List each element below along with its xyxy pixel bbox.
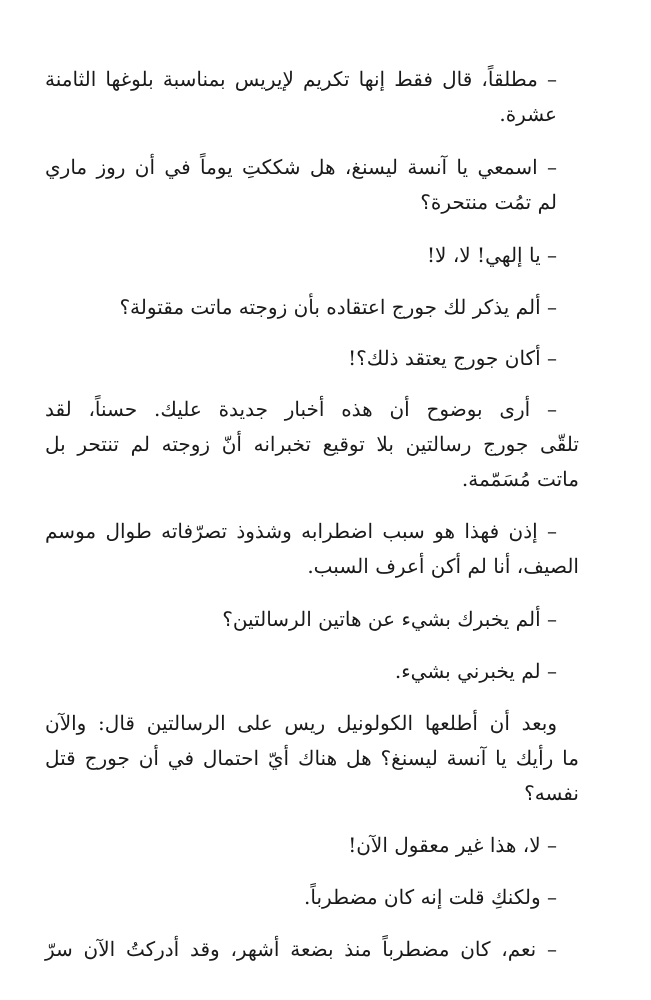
text-line: – أرى بوضوح أن هذه أخبار جديدة عليك. حسناً، لقد: [45, 397, 557, 421]
paragraph-12: [45, 880, 579, 915]
paragraph-8: [45, 602, 579, 637]
paragraph-7: [45, 514, 579, 584]
paragraph-10: [45, 706, 579, 811]
text-line: – أكان جورج يعتقد ذلك؟!: [348, 346, 557, 370]
paragraph-5: [45, 341, 579, 376]
text-line: ماتت مُسَمّمة.: [461, 467, 579, 491]
text-line: لم تمُت منتحرة؟: [420, 190, 557, 214]
text-line: – يا إلهي! لا، لا!: [427, 243, 557, 267]
text-line: وبعد أن أطلعها الكولونيل ريس على الرسالتين قال: والآن: [45, 711, 557, 735]
text-line: – لم يخبرني بشيء.: [394, 659, 557, 683]
text-line: – مطلقاً، قال فقط إنها تكريم لإيريس بمناسبة بلوغها الثامنة: [45, 67, 557, 91]
paragraph-3: [45, 238, 579, 273]
text-line: – ألم يذكر لك جورج اعتقاده بأن زوجته ماتت مقتولة؟: [119, 295, 557, 319]
text-line: عشرة.: [499, 102, 557, 126]
text-line: – إذن فهذا هو سبب اضطرابه وشذوذ تصرّفاته طوال موسم: [45, 519, 557, 543]
paragraph-6: [45, 392, 579, 497]
text-line: ما رأيك يا آنسة ليسنغ؟ هل هناك أيّ احتمال في أن جورج قتل: [45, 746, 579, 770]
paragraph-9: [45, 654, 579, 689]
text-line: الصيف، أنا لم أكن أعرف السبب.: [307, 554, 579, 578]
paragraph-11: [45, 828, 579, 863]
text-line: نفسه؟: [524, 781, 579, 805]
text-line: تلقّى جورج رسالتين بلا توقيع تخبرانه أنّ زوجته لم تنتحر بل: [45, 432, 579, 456]
paragraph-1: [45, 62, 579, 132]
text-line: – اسمعي يا آنسة ليسنغ، هل شككتِ يوماً في أن روز ماري: [45, 155, 557, 179]
paragraph-13: [45, 932, 579, 967]
text-line: – لا، هذا غير معقول الآن!: [348, 833, 557, 857]
paragraph-4: [45, 290, 579, 325]
paragraph-2: [45, 150, 579, 220]
text-line: – ألم يخبرك بشيء عن هاتين الرسالتين؟: [222, 607, 557, 631]
text-line: – نعم، كان مضطرباً منذ بضعة أشهر، وقد أدركتُ الآن سرّ: [45, 937, 557, 961]
text-line: – ولكنكِ قلت إنه كان مضطرباً.: [304, 885, 557, 909]
